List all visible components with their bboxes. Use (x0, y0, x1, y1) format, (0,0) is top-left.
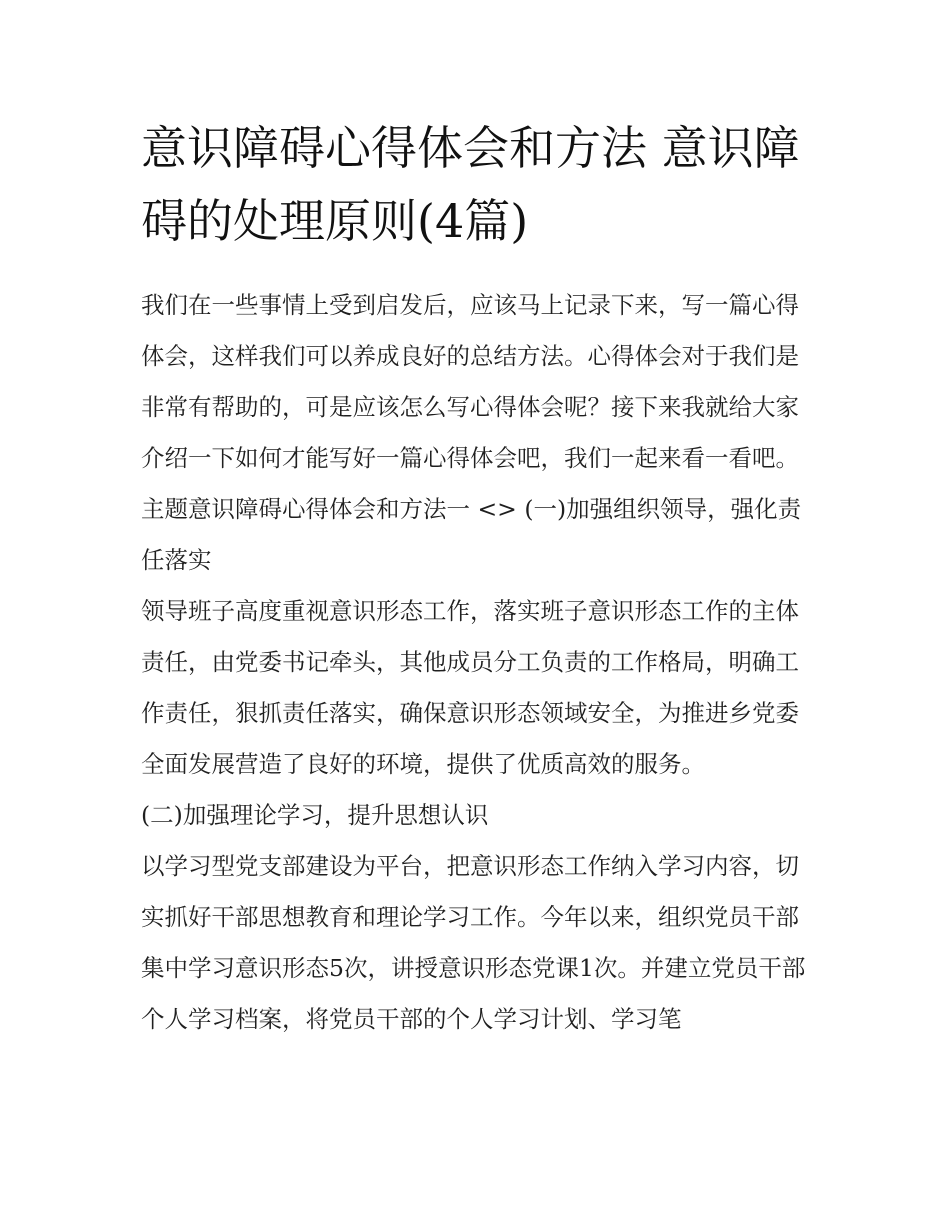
document-title: 意识障碍心得体会和方法 意识障碍的处理原则(4篇) (141, 121, 800, 248)
section-heading-2: (二)加强理论学习，提升思想认识 (141, 801, 489, 829)
intro-paragraph: 我们在一些事情上受到启发后，应该马上记录下来，写一篇心得体会，这样我们可以养成良好的总结方法。心得体会对于我们是非常有帮助的，可是应该怎么写心得体会呢？接下来我就给大家介绍一下如何才能写好一篇心得体会吧，我们一起来看一看吧。 (141, 291, 799, 472)
body-paragraph: 以学习型党支部建设为平台，把意识形态工作纳入学习内容，切实抓好干部思想教育和理论学习工作。今年以来，组织党员干部集中学习意识形态5次，讲授意识形态党课1次。并建立党员干部个人学习档案，将党员干部的个人学习计划、学习笔 (141, 852, 806, 1033)
document-body (141, 112, 813, 1045)
section-heading-1: 主题意识障碍心得体会和方法一 <> (一)加强组织领导，强化责任落实 (141, 495, 802, 574)
body-paragraph: 领导班子高度重视意识形态工作，落实班子意识形态工作的主体责任，由党委书记牵头，其他成员分工负责的工作格局，明确工作责任，狠抓责任落实，确保意识形态领域安全，为推进乡党委全面发展营造了良好的环境，提供了优质高效的服务。 (141, 597, 799, 778)
